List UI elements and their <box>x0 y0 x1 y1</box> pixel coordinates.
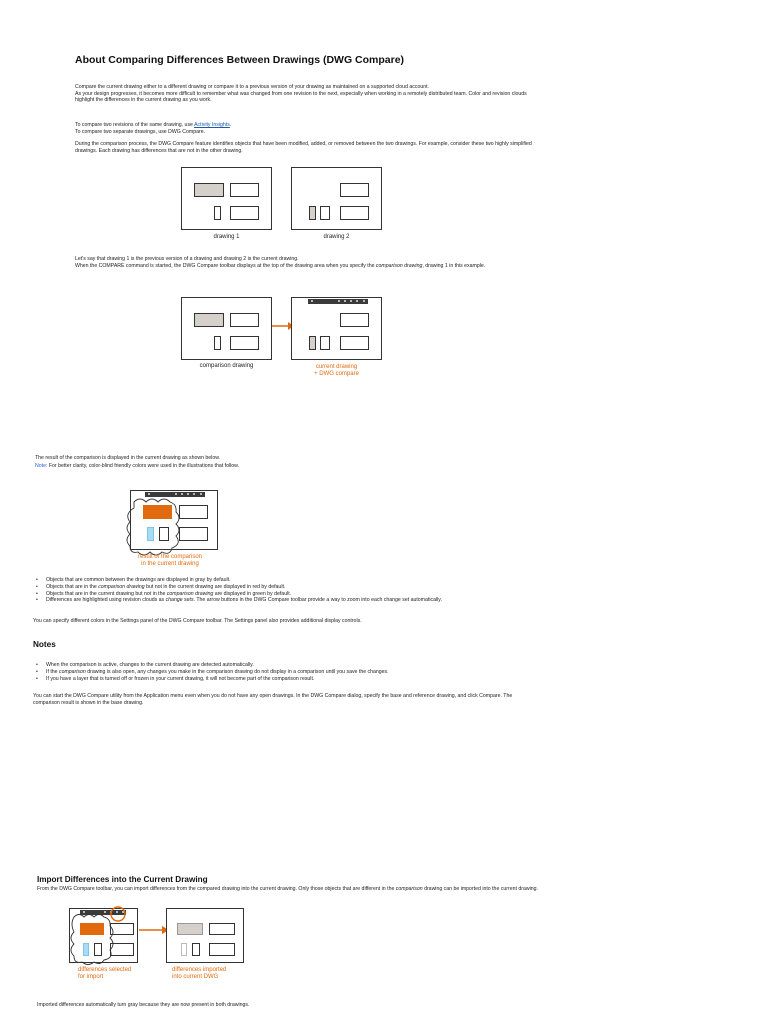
imported-differences-figure <box>166 908 244 963</box>
selected-caption: differences selected for import <box>78 967 132 980</box>
imported-object <box>177 923 203 935</box>
list-item: • Objects that are in the current drawing but not in the comparison drawing are displayed in green by default. <box>33 591 442 598</box>
current-drawing-caption: current drawing + DWG compare <box>314 364 359 377</box>
list-item: • If the comparison drawing is also open, any changes you make in the comparison drawing do not display in a comparison until you save the changes. <box>33 669 389 676</box>
rect-shape <box>209 923 235 935</box>
page-title: About Comparing Differences Between Drawings (DWG Compare) <box>75 54 405 66</box>
notes-bullet-list <box>33 662 389 682</box>
process-paragraph: During the comparison process, the DWG Compare feature identifies objects that have been modified, added, or removed between the two drawings. For example, consider these two highly simplified drawings. Each drawing has differences that are not in the other drawing. <box>75 141 532 154</box>
comparison-drawing-caption: comparison drawing <box>199 363 254 369</box>
rect-shape <box>320 206 330 220</box>
color-bullet-list <box>33 577 442 604</box>
note-label: Note: <box>35 463 48 469</box>
rect-shape <box>230 206 259 220</box>
rect-shape <box>230 336 259 350</box>
imported-caption: differences imported into current DWG <box>172 967 227 980</box>
comparison-drawing-figure <box>181 297 272 360</box>
note-line: Note: For better clarity, color-blind friendly colors were used in the illustrations that follow. <box>35 463 240 469</box>
rect-shape <box>214 206 221 220</box>
import-paragraph: From the DWG Compare toolbar, you can import differences from the compared drawing into the current drawing. Only those objects that are different in the comparison drawing can be imported into the current drawing. <box>37 886 538 892</box>
list-item: • When the comparison is active, changes to the current drawing are detected automatically. <box>33 662 389 669</box>
compare-command-line: When the COMPARE command is started, the DWG Compare toolbar displays at the top of the drawing area when you specify the comparison drawing, drawing 1 in this example. <box>75 263 486 269</box>
lets-say-line: Let's say that drawing 1 is the previous version of a drawing and drawing 2 is the current drawing. <box>75 256 299 262</box>
drawing-2-figure <box>291 167 382 230</box>
intro-line: As your design progresses, it becomes more difficult to remember what was changed from one revision to the next, especially when working in a remotely distributed team. Color and revision clouds <box>75 90 527 97</box>
intro-paragraph <box>75 84 527 104</box>
notes-heading: Notes <box>33 640 56 649</box>
rect-shape <box>209 943 235 956</box>
intro-line: Compare the current drawing either to a different drawing or compare it to a previous version of your drawing as maintained on a supported cloud account. <box>75 84 430 90</box>
dwg-compare-toolbar[interactable] <box>308 299 368 304</box>
rect-shape <box>194 313 224 327</box>
rect-shape <box>230 183 259 197</box>
intro-line: highlight the differences in the current drawing as you work. <box>75 97 212 104</box>
drawing-1-caption: drawing 1 <box>213 234 240 240</box>
rect-shape <box>340 313 369 327</box>
rect-shape <box>192 943 200 956</box>
list-item: • If you have a layer that is turned off or frozen in your current drawing, it will not become part of the comparison result. <box>33 676 389 683</box>
rect-shape <box>181 943 187 956</box>
rect-shape <box>320 336 330 350</box>
revision-cloud-icon <box>66 905 134 967</box>
rect-shape <box>179 527 208 541</box>
import-heading: Import Differences into the Current Drawing <box>37 875 208 884</box>
rect-shape <box>309 206 316 220</box>
list-item: • Objects that are in the comparison drawing but not in the current drawing are displayed in red by default. <box>33 584 442 591</box>
list-item: • Differences are highlighted using revision clouds as change sets. The arrow buttons in the DWG Compare toolbar provide a way to zoom into each change set automatically. <box>33 597 442 604</box>
separate-line: To compare two separate drawings, use DWG Compare. <box>75 129 206 135</box>
current-drawing-figure <box>291 297 382 360</box>
rect-shape <box>194 183 224 197</box>
result-line: The result of the comparison is displayed in the current drawing as shown below. <box>35 455 221 461</box>
colors-line: You can specify different colors in the Settings panel of the DWG Compare toolbar. The Settings panel also provides additional display controls. <box>33 618 362 624</box>
rect-shape <box>309 336 316 350</box>
imported-line: Imported differences automatically turn gray because they are now present in both drawings. <box>37 1002 250 1008</box>
rect-shape <box>340 336 369 350</box>
arrow-icon <box>139 925 169 935</box>
start-paragraph: You can start the DWG Compare utility from the Application menu even when you do not have any open drawings. In the DWG Compare dialog, specify the base and reference drawing, and click Compare. The comparison result is shown in the base drawing. <box>33 693 513 706</box>
rect-shape <box>340 206 369 220</box>
result-caption: result of the comparison in the current drawing <box>137 554 203 567</box>
activity-insights-link[interactable]: Activity Insights <box>194 122 230 128</box>
rect-shape <box>214 336 221 350</box>
list-item: • Objects that are common between the drawings are displayed in gray by default. <box>33 577 442 584</box>
rect-shape <box>179 505 208 519</box>
rect-shape <box>230 313 259 327</box>
drawing-2-caption: drawing 2 <box>323 234 350 240</box>
revisions-line: To compare two revisions of the same drawing, use Activity Insights. <box>75 122 232 128</box>
drawing-1-figure <box>181 167 272 230</box>
revision-cloud-icon <box>126 496 182 556</box>
rect-shape <box>340 183 369 197</box>
